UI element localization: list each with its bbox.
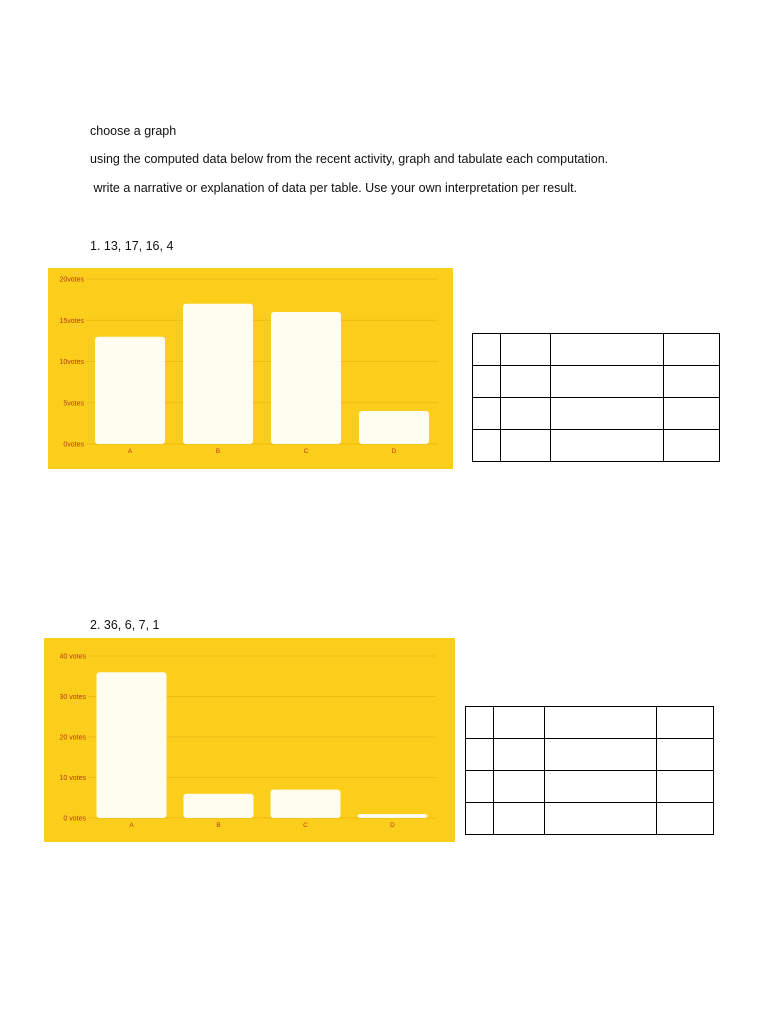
problem-2-heading: 2. 36, 6, 7, 1 [90,618,160,632]
table-cell[interactable] [657,707,714,739]
chart-2-y-tick-label: 10 votes [59,775,86,782]
table-row [473,366,720,398]
chart-1-x-tick-label: A [127,448,133,455]
table-cell[interactable] [501,430,551,462]
chart-2-y-tick-label: 0 votes [63,815,86,823]
chart-2-bar-D [358,814,428,818]
chart-1-bar-B [183,304,253,444]
table-cell[interactable] [545,771,657,803]
table-cell[interactable] [664,430,720,462]
table-cell[interactable] [466,771,494,803]
table-cell[interactable] [501,334,551,366]
chart-1-bar-D [359,411,429,444]
table-row [466,707,714,739]
table-cell[interactable] [501,366,551,398]
chart-1-bar-A [95,337,165,444]
table-row [473,398,720,430]
table-cell[interactable] [494,707,545,739]
table-cell[interactable] [494,803,545,835]
chart-1-y-tick-label: 0votes [63,441,84,449]
table-row [473,334,720,366]
table-cell[interactable] [494,771,545,803]
instruction-write-narrative: write a narrative or explanation of data per table. Use your own interpretation per result. [90,181,578,195]
chart-1-y-tick-label: 15votes [59,317,84,325]
problem-2-chart-svg [44,638,455,842]
table-cell[interactable] [551,398,664,430]
table-cell[interactable] [466,803,494,835]
table-row [466,803,714,835]
table-cell[interactable] [466,707,494,739]
table-cell[interactable] [664,366,720,398]
table-cell[interactable] [473,334,501,366]
table-cell[interactable] [657,803,714,835]
problem-1-heading: 1. 13, 17, 16, 4 [90,239,174,253]
table-cell[interactable] [473,430,501,462]
problem-1-blank-table [472,333,720,462]
table-cell[interactable] [545,803,657,835]
chart-2-bar-C [271,790,341,818]
table-cell[interactable] [551,366,664,398]
table-cell[interactable] [664,398,720,430]
chart-2-x-tick-label: A [129,822,134,829]
chart-2-bar-B [184,794,254,818]
table-row [466,739,714,771]
instruction-graph-tabulate: using the computed data below from the recent activity, graph and tabulate each computation. [90,152,609,166]
chart-1-y-tick-label: 5votes [63,400,84,408]
chart-1-y-tick-label: 10votes [59,359,84,366]
table-cell[interactable] [664,334,720,366]
chart-1-y-tick-label: 20votes [59,276,84,284]
table-cell[interactable] [551,334,664,366]
chart-1-x-tick-label: B [215,448,221,455]
chart-1-x-tick-label: D [391,448,397,455]
problem-2-bar-chart [44,638,455,842]
chart-2-x-tick-label: C [303,822,308,829]
chart-2-y-tick-label: 20 votes [59,734,86,742]
problem-2-blank-table [465,706,714,835]
table-cell[interactable] [494,739,545,771]
chart-1-bar-C [271,312,341,444]
table-cell[interactable] [657,739,714,771]
chart-2-x-tick-label: D [390,822,395,829]
table-cell[interactable] [657,771,714,803]
table-cell[interactable] [551,430,664,462]
table-cell[interactable] [545,707,657,739]
chart-2-y-tick-label: 30 votes [59,694,86,701]
chart-2-x-tick-label: B [216,822,221,829]
table-row [473,430,720,462]
table-cell[interactable] [473,366,501,398]
instruction-choose-graph: choose a graph [90,124,177,138]
chart-2-bar-A [97,672,167,818]
problem-1-chart-svg [48,268,453,469]
table-cell[interactable] [501,398,551,430]
table-row [466,771,714,803]
table-cell[interactable] [473,398,501,430]
table-cell[interactable] [545,739,657,771]
chart-2-y-tick-label: 40 votes [59,653,86,661]
table-cell[interactable] [466,739,494,771]
problem-1-bar-chart [48,268,453,469]
chart-1-x-tick-label: C [303,448,309,455]
